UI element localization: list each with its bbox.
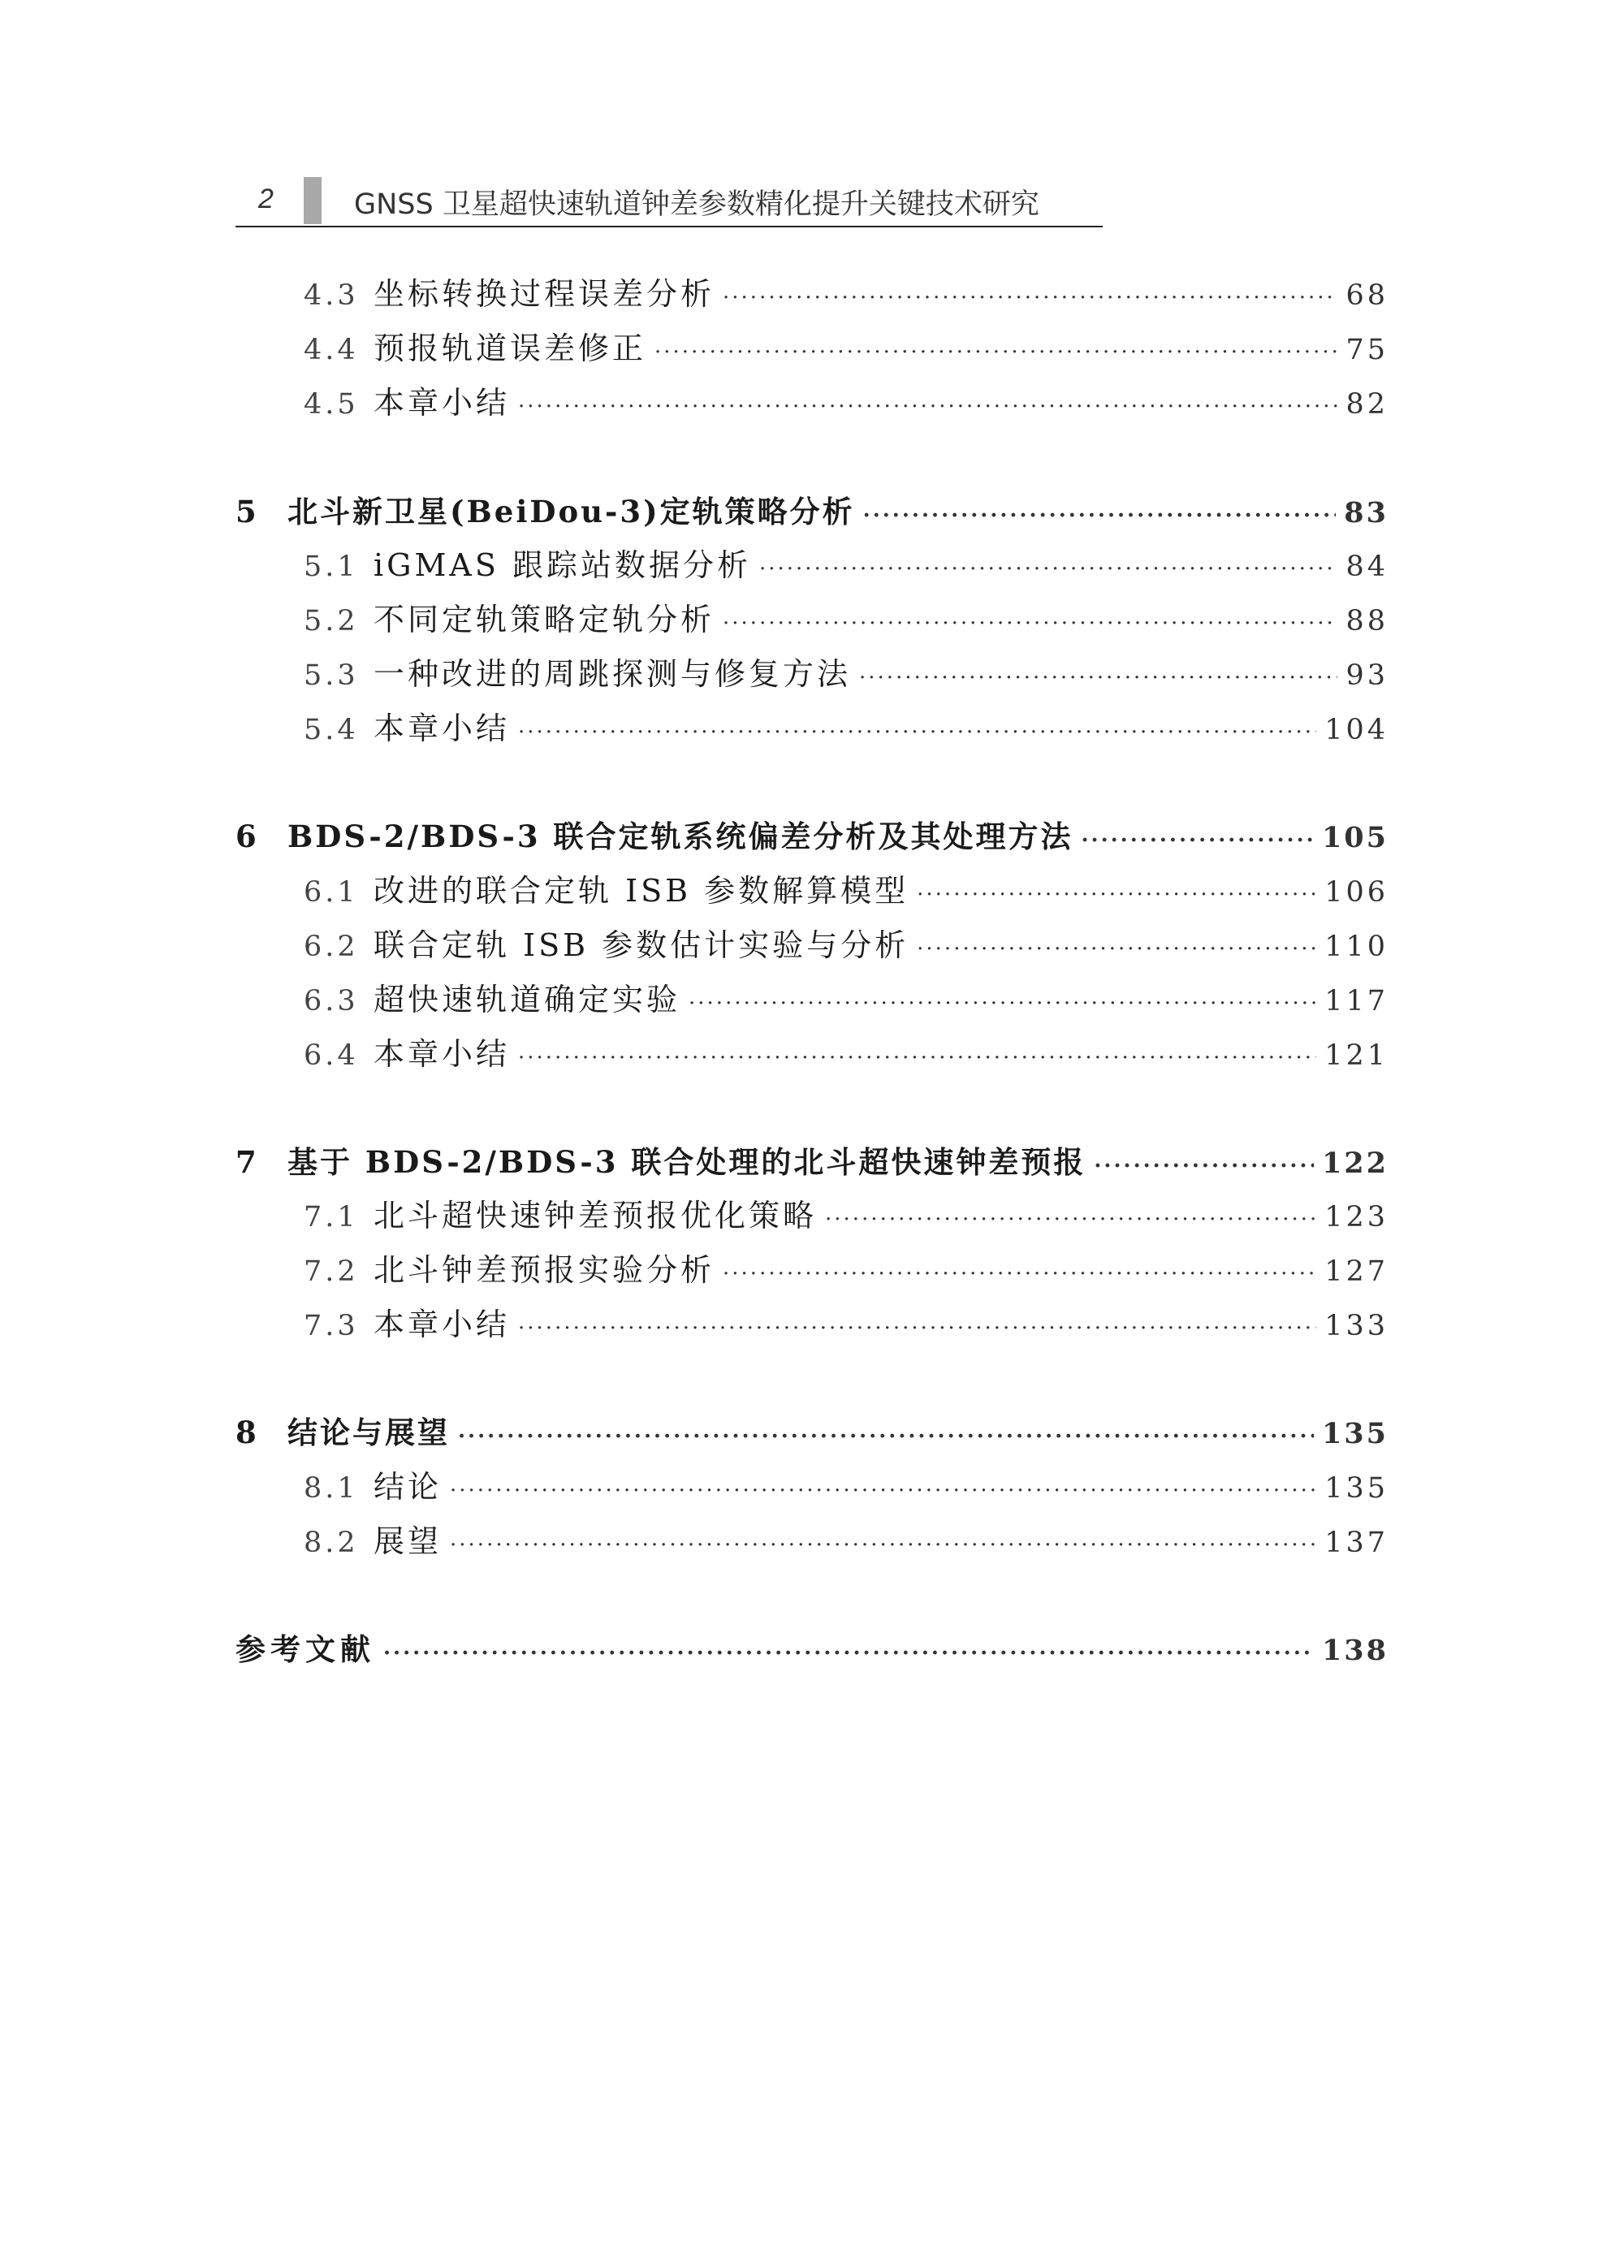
toc-entry-5-2[interactable]: [235, 597, 1389, 642]
toc-entry-number: 5.2: [304, 605, 359, 637]
header-bar-decoration: [304, 177, 322, 224]
leader-dots: [859, 655, 1337, 701]
leader-dots: [917, 927, 1316, 972]
toc-entry-8-1[interactable]: [235, 1464, 1389, 1510]
leader-dots: [723, 275, 1337, 321]
toc-entry-7-3[interactable]: [235, 1302, 1389, 1347]
toc-chapter-page: 135: [1321, 1417, 1389, 1450]
toc-entry-title: 结论: [374, 1469, 443, 1505]
leader-dots: [518, 1306, 1316, 1351]
toc-entry-number: 6.4: [304, 1039, 359, 1072]
toc-entry-4-3[interactable]: [235, 271, 1389, 317]
toc-chapter-title: 结论与展望: [287, 1415, 450, 1450]
running-header: [235, 177, 1103, 227]
toc-entry-number: 5.1: [304, 551, 359, 583]
toc-entry-number: 7.1: [304, 1201, 359, 1233]
toc-references[interactable]: [235, 1626, 1389, 1672]
leader-dots: [825, 1197, 1316, 1242]
toc-entry-5-3[interactable]: [235, 651, 1389, 697]
toc-entry-4-5[interactable]: [235, 380, 1389, 426]
toc-entry-number: 4.3: [304, 279, 359, 312]
toc-entry-number: 4.4: [304, 334, 359, 366]
toc-chapter-title: 北斗新卫星(BeiDou-3)定轨策略分析: [287, 494, 855, 529]
leader-dots: [1081, 818, 1313, 863]
toc-entry-7-1[interactable]: [235, 1193, 1389, 1238]
toc-entry-page: 88: [1345, 605, 1389, 637]
toc-entry-title: 本章小结: [374, 1036, 511, 1072]
toc-entry-page: 127: [1324, 1255, 1389, 1288]
toc-entry-title: 展望: [374, 1523, 443, 1559]
toc-entry-title: 不同定轨策略定轨分析: [374, 602, 715, 637]
toc-chapter-8[interactable]: [235, 1410, 1389, 1455]
toc-entry-title: 一种改进的周跳探测与修复方法: [374, 656, 852, 692]
page-number: 2: [258, 184, 274, 214]
toc-chapter-title: BDS-2/BDS-3 联合定轨系统偏差分析及其处理方法: [287, 819, 1073, 854]
leader-dots: [518, 384, 1337, 430]
toc-chapter-page: 83: [1344, 496, 1389, 529]
leader-dots: [450, 1468, 1316, 1514]
toc-entry-page: 104: [1324, 714, 1389, 746]
toc-entry-page: 123: [1324, 1201, 1389, 1233]
leader-dots: [917, 872, 1316, 918]
toc-entry-number: 5.3: [304, 659, 359, 692]
toc-chapter-7[interactable]: [235, 1139, 1389, 1185]
toc-entry-6-2[interactable]: [235, 922, 1389, 968]
leader-dots: [518, 710, 1316, 755]
toc-entry-5-4[interactable]: [235, 706, 1389, 751]
leader-dots: [450, 1523, 1316, 1568]
toc-entry-number: 4.5: [304, 388, 359, 421]
toc-entry-title: 预报轨道误差修正: [374, 330, 647, 366]
toc-chapter-page: 138: [1321, 1634, 1389, 1667]
toc-chapter-page: 122: [1321, 1147, 1389, 1180]
toc-entry-page: 137: [1324, 1527, 1389, 1559]
toc-entry-title: 北斗超快速钟差预报优化策略: [374, 1198, 818, 1233]
toc-entry-title: 超快速轨道确定实验: [374, 982, 681, 1017]
toc-entry-title: 本章小结: [374, 385, 511, 421]
toc-entry-number: 6.2: [304, 931, 359, 963]
toc-chapter-number: 5: [235, 494, 259, 529]
toc-entry-title: 本章小结: [374, 711, 511, 746]
toc-entry-page: 135: [1324, 1472, 1389, 1505]
toc-entry-6-4[interactable]: [235, 1031, 1389, 1077]
leader-dots: [723, 1251, 1316, 1297]
toc-entry-number: 8.2: [304, 1527, 359, 1559]
toc-entry-page: 75: [1345, 334, 1389, 366]
leader-dots: [863, 493, 1337, 538]
toc-entry-6-1[interactable]: [235, 868, 1389, 914]
toc-entry-title: 北斗钟差预报实验分析: [374, 1252, 715, 1288]
leader-dots: [458, 1414, 1314, 1459]
toc-entry-8-2[interactable]: [235, 1518, 1389, 1564]
toc-chapter-6[interactable]: [235, 814, 1389, 859]
toc-chapter-number: 6: [235, 819, 259, 854]
leader-dots: [654, 330, 1337, 375]
toc-entry-number: 7.2: [304, 1255, 359, 1288]
leader-dots: [759, 546, 1337, 592]
toc-entry-page: 82: [1345, 388, 1389, 421]
toc-entry-number: 8.1: [304, 1472, 359, 1505]
toc-entry-page: 68: [1345, 279, 1389, 312]
toc-entry-number: 6.3: [304, 985, 359, 1017]
leader-dots: [383, 1631, 1314, 1676]
toc-chapter-title: 基于 BDS-2/BDS-3 联合处理的北斗超快速钟差预报: [287, 1144, 1086, 1180]
toc-entry-6-3[interactable]: [235, 977, 1389, 1022]
toc-entry-page: 84: [1345, 551, 1389, 583]
toc-chapter-5[interactable]: [235, 489, 1389, 534]
toc-entry-title: 改进的联合定轨 ISB 参数解算模型: [374, 873, 909, 909]
leader-dots: [689, 981, 1316, 1026]
toc-entry-number: 7.3: [304, 1310, 359, 1342]
toc-entry-title: iGMAS 跟踪站数据分析: [374, 547, 751, 583]
toc-entry-number: 6.1: [304, 876, 359, 909]
leader-dots: [518, 1035, 1316, 1081]
toc-entry-page: 93: [1345, 659, 1389, 692]
toc-entry-5-1[interactable]: [235, 542, 1389, 588]
toc-entry-7-2[interactable]: [235, 1247, 1389, 1293]
toc-entry-page: 110: [1324, 931, 1389, 963]
toc-chapter-number: 8: [235, 1415, 259, 1450]
toc-entry-page: 106: [1324, 876, 1389, 909]
toc-entry-title: 联合定轨 ISB 参数估计实验与分析: [374, 927, 909, 963]
toc-entry-title: 本章小结: [374, 1307, 511, 1342]
toc-entry-title: 坐标转换过程误差分析: [374, 276, 715, 312]
toc-entry-page: 117: [1324, 985, 1389, 1017]
toc-chapter-title: 参考文献: [235, 1631, 375, 1667]
leader-dots: [723, 601, 1337, 646]
toc-entry-number: 5.4: [304, 714, 359, 746]
leader-dots: [1094, 1143, 1314, 1189]
toc-chapter-page: 105: [1321, 821, 1389, 854]
book-title: GNSS 卫星超快速轨道钟差参数精化提升关键技术研究: [354, 188, 1039, 221]
toc-entry-page: 121: [1324, 1039, 1389, 1072]
toc-chapter-number: 7: [235, 1144, 259, 1180]
toc-entry-page: 133: [1324, 1310, 1389, 1342]
toc-entry-4-4[interactable]: [235, 326, 1389, 371]
